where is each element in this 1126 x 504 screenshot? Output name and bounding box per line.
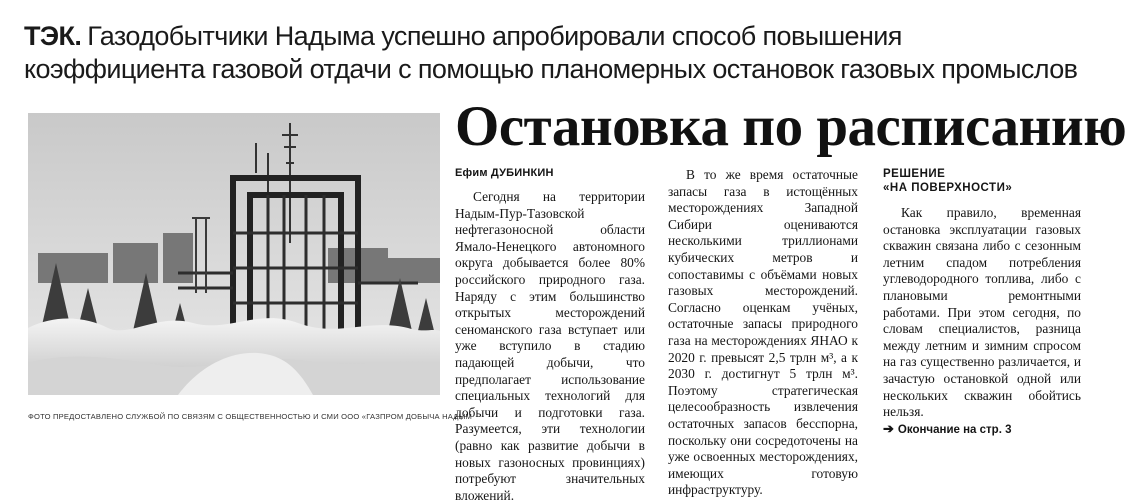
text-column-1: [455, 165, 645, 504]
article-photo: [28, 113, 440, 395]
subheading: [883, 167, 1081, 195]
arrow-right-icon: ➔: [883, 420, 894, 436]
article-kicker: [24, 20, 1084, 86]
text-column-3: [883, 167, 1081, 438]
column-3-text: Как правило, временная остановка эксплуатации газовых скважин связана либо с сезонным летним спадом потребления углеводородного топлива, либо с плановыми ремонтными работами. При этом сегодня, по словам специалистов, разница между летним и зимним спросом на газ существенно различается, и зачастую остановкой одной или нескольких скважин обойтись нельзя.: [883, 205, 1081, 420]
section-label: ТЭК.: [24, 21, 82, 51]
subheading-line-2: «НА ПОВЕРХНОСТИ»: [883, 182, 1013, 194]
column-2-text: В то же время остаточные запасы газа в истощённых месторождениях Западной Сибири оцениваются несколькими триллионами кубических метров и сопоставимы с объёмами новых газовых месторождений. Согласно оценкам учёных, остаточные запасы природного газа на месторождениях ЯНАО к 2020 г. превысят 2,5 трлн м³, а к 2030 г. достигнут 5 трлн м³. Поэтому стратегическая целесообразность извлечения остаточных запасов бесспорна, поскольку они сосредоточены на уже освоенных месторождениях, имеющих готовую инфраструктуру.: [668, 167, 858, 498]
subheading-line-1: РЕШЕНИЕ: [883, 168, 946, 180]
continued-link[interactable]: [883, 421, 1081, 439]
kicker-text: Газодобытчики Надыма успешно апробировали способ повышения коэффициента газовой отдачи с помощью планомерных остановок газовых промыслов: [24, 21, 1078, 84]
photo-credit: ФОТО ПРЕДОСТАВЛЕНО СЛУЖБОЙ ПО СВЯЗЯМ С ОБЩЕСТВЕННОСТЬЮ И СМИ ООО «ГАЗПРОМ ДОБЫЧА НАДЫМ: [28, 412, 473, 421]
text-column-2: [668, 167, 858, 499]
continued-label: Окончание на стр. 3: [897, 423, 1012, 436]
article-headline: Остановка по расписанию: [455, 95, 1126, 158]
column-1-text: Сегодня на территории Надым-Пур-Тазовской нефтегазоносной области Ямало-Ненецкого автономного округа добывается более 80% российского природного газа. Наряду с этим большинство открытых месторождений сеноманского газа вступает или уже вступило в стадию падающей добычи, что предполагает использование специальных технологий для добычи и подготовки газа. Разумеется, эти технологии (равно как развитие добычи в новых газоносных провинциях) потребуют значительных вложений.: [455, 189, 645, 503]
author-byline: Ефим ДУБИНКИН: [455, 167, 554, 179]
